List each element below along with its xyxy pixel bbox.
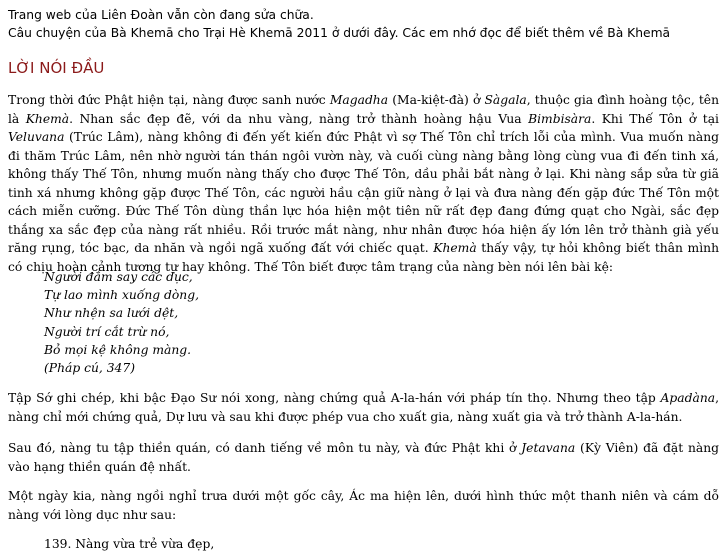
verse-line: Bỏ mọi kệ không màng.: [44, 342, 192, 357]
verse-citation: (Pháp cú, 347): [44, 361, 135, 376]
verse-line-partial: 139. Nàng vừa trẻ vừa đẹp,: [44, 537, 215, 551]
section-heading: LỜI NÓI ĐẦU: [8, 59, 105, 77]
verse-block: [44, 268, 199, 377]
paragraph-mara: Một ngày kia, nàng ngồi nghỉ trưa dưới một gốc cây, Ác ma hiện lên, dưới hình thức một thanh niên và cám dỗ nàng với lòng dục như sau:: [8, 489, 719, 522]
paragraph-attainment: Tập Sớ ghi chép, khi bậc Đạo Sư nói xong, nàng chứng quả A-la-hán với pháp tín thọ. Nhưng theo tập Apadàna, nàng chỉ mới chứng quả, Dự lưu và sau khi được phép vua cho xuất gia, nàng xuất gia và trở thành A-la-hán.: [8, 391, 719, 424]
paragraph-intro: Trong thời đức Phật hiện tại, nàng được sanh nước Magadha (Ma-kiệt-đà) ở Sàgala, thuộc gia đình hoàng tộc, tên là Khemà. Nhan sắc đẹp đẽ, với da nhu vàng, nàng trở thành hoàng hậu Vua Bimbisàra. Khi Thế Tôn ở tại Veluvana (Trúc Lâm), nàng không đi đến yết kiến đức Phật vì sợ Thế Tôn chỉ trích lỗi của mình. Vua muốn nàng đi thăm Trúc Lâm, nên nhờ người tán thán ngôi vườn này, và cuối cùng nàng bằng lòng cùng vua đi đến tinh xá, không thấy Thế Tôn, nhưng muốn nàng thấy cho được Thế Tôn, dầu phải bắt nàng ở lại. Khi nàng sắp sửa từ giã tinh xá nhưng không gặp được Thế Tôn, các người hầu cận giữ nàng ở lại và đưa nàng đến gặp đức Thế Tôn một cách miễn cưỡng. Đức Thế Tôn dùng thần lực hóa hiện một tiên nữ rất đẹp đang đứng quạt cho Ngài, sắc đẹp thắng xa sắc đẹp của nàng rất nhiều. Rồi trước mắt nàng, như nhân được hóa hiện ấy lớn lên trở thành già yếu răng rụng, tóc bạc, da nhăn và ngồi ngã xuống đất với chiếc quạt. Khemà thấy vậy, tự hỏi không biết thân mình có chịu hoàn cảnh tương tự hay không. Thế Tôn biết được tâm trạng của nàng bèn nói lên bài kệ:: [8, 93, 719, 274]
story-intro-link[interactable]: Câu chuyện của Bà Khemā cho Trại Hè Khemā 2011 ở dưới đây. Các em nhớ đọc để biết thêm về Bà Khemā: [8, 26, 671, 40]
site-notice: Trang web của Liên Đoàn vẫn còn đang sửa chữa.: [8, 8, 314, 22]
verse-line: Như nhện sa lưới dệt,: [44, 306, 179, 321]
verse-line: Tự lao mình xuống dòng,: [44, 288, 200, 303]
verse-line: Người đắm say các dục,: [44, 270, 193, 284]
verse-line: Người trí cắt trừ nó,: [44, 324, 170, 339]
paragraph-meditation: Sau đó, nàng tu tập thiền quán, có danh tiếng về môn tu này, và đức Phật khi ở Jetavana (Kỳ Viên) đã đặt nàng vào hạng thiền quán đệ nhất.: [8, 441, 719, 474]
